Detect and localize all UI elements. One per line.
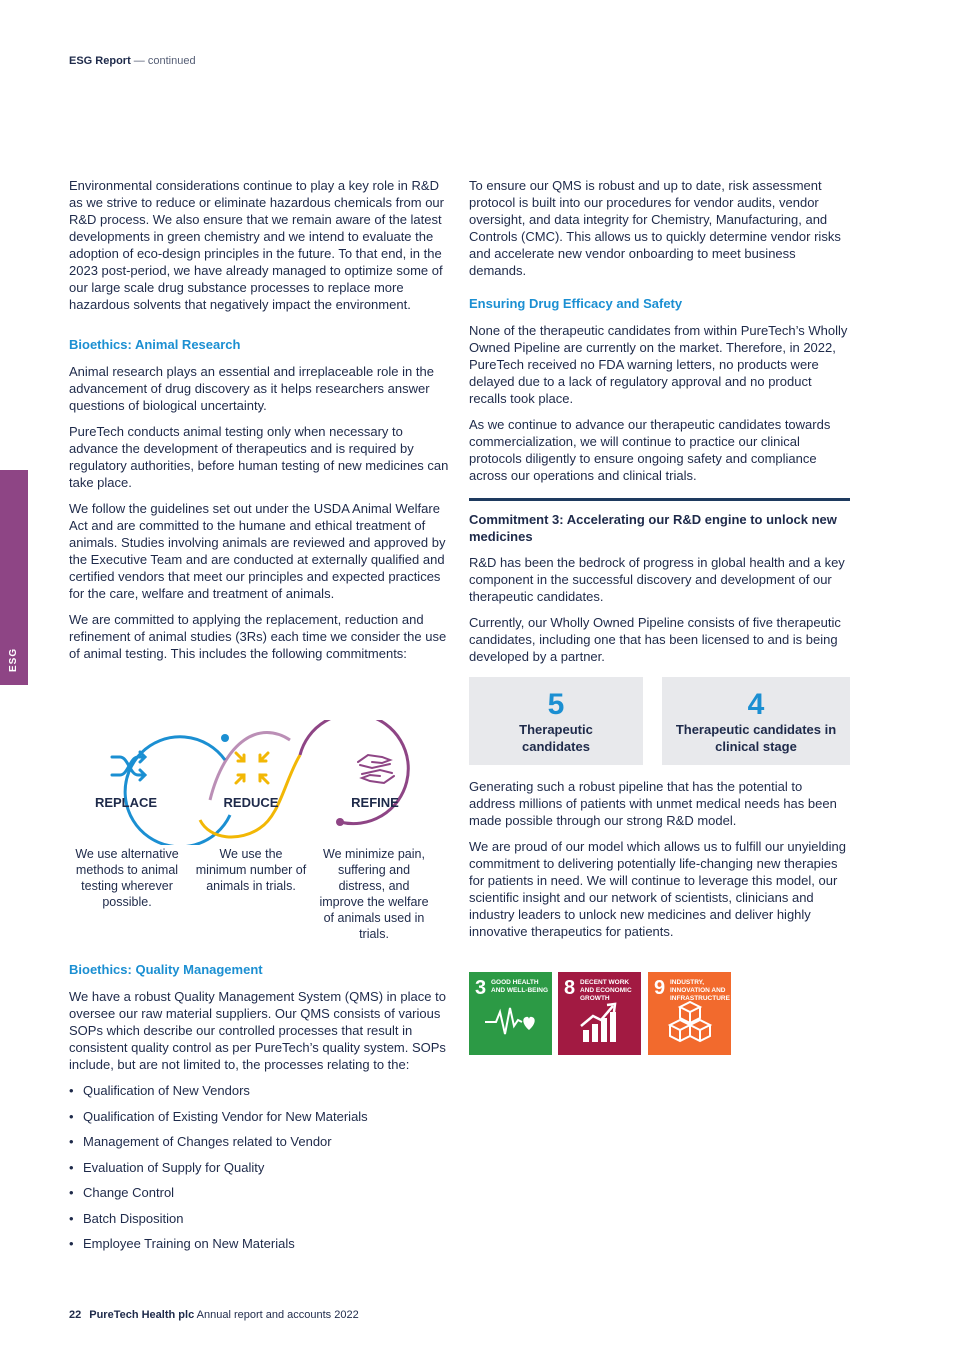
section-divider [469,498,850,501]
list-item: • Change Control [69,1184,447,1201]
sdg-number: 8 [564,977,576,999]
running-header [69,55,196,67]
reduce-connector [210,733,290,801]
sdg-number: 9 [654,977,666,999]
list-item: • Qualification of Existing Vendor for New Materials [69,1108,447,1125]
replace-description: We use alternative methods to animal testing wherever possible. [75,847,179,909]
sdg-9-tile [648,972,731,1055]
commitment-heading: Commitment 3: Accelerating our R&D engine to unlock new medicines [469,512,837,544]
list-item: • Evaluation of Supply for Quality [69,1159,447,1176]
heartbeat-icon [484,1000,539,1040]
refine-dot [336,818,344,826]
stat-value: 5 [547,688,565,721]
stat-value: 4 [747,688,765,721]
efficacy-paragraph-2: As we continue to advance our therapeutic candidates towards commercialization, we will continue to practice our clinical protocols diligently to ensure ongoing safety and compliance across our operations and clinical trials. [469,417,831,483]
page-footer [69,1309,359,1321]
list-item: • Batch Disposition [69,1210,447,1227]
replace-label: REPLACE [94,795,158,810]
replace-dot [221,734,229,742]
sdg-8-tile [558,972,641,1055]
caring-hands-icon [358,755,394,783]
reduce-description: We use the minimum number of animals in trials. [195,847,307,893]
intro-paragraph: Environmental considerations continue to play a key role in R&D as we strive to reduce or eliminate hazardous chemicals from our R&D process. We also ensure that we remain aware of the latest developments in green chemistry and we intend to evaluate the adoption of eco-design principles in the future. To that end, in the 2023 post-period, we have already managed to optimize some of our large scale drug substance processes to replace more hazardous solvents that negatively impact the environment. [69,178,444,312]
header-title: ESG Report [69,55,131,67]
side-tab-label: ESG [8,647,19,672]
refine-label: REFINE [351,795,399,810]
pipeline-paragraph-2: We are proud of our model which allows us to fulfill our unyielding commitment to delivering potentially life-changing new therapies for patients in need. We will continue to leverage this model, our scientific insight and our network of scientists, clinicians and industry leaders to unlock new medicines and deliver highly innovative therapeutics for patients. [469,839,846,939]
stat-card-candidates [469,677,643,765]
left-column [69,177,449,671]
stat-label: Therapeutic candidates [519,722,593,754]
quality-section [69,961,447,1261]
sdg-number: 3 [475,977,487,999]
animal-paragraph-2: PureTech conducts animal testing only when necessary to advance the development of therapeutics and is required by regulatory authorities, before human testing of new medicines can take place. [69,424,449,490]
list-item: • Management of Changes related to Vendor [69,1133,447,1150]
stat-label: Therapeutic candidates in clinical stage [675,722,837,754]
qms-paragraph: To ensure our QMS is robust and up to date, risk assessment protocol is built into our procedures for vendor audits, vendor oversight, and data integrity for Chemistry, Manufacturing, and Controls (CMC). This allows us to quickly determine vendor risks and accelerate new vendor onboarding to meet business demands. [469,178,841,278]
pipeline-paragraph-1: Generating such a robust pipeline that has the potential to address millions of patients with unmet medical needs has been made possible through our strong R&D model. [469,779,837,828]
list-item: • Employee Training on New Materials [69,1235,447,1252]
sdg-title: GOOD HEALTH AND WELL-BEING [491,979,549,994]
stat-card-clinical [662,677,850,765]
commitment-paragraph-2: Currently, our Wholly Owned Pipeline consists of five therapeutic candidates, including one that has been licensed to and is being developed by a partner. [469,615,841,664]
efficacy-paragraph-1: None of the therapeutic candidates from within PureTech’s Wholly Owned Pipeline are currently on the market. Therefore, in 2022, PureTech received no FDA warning letters, no products were delayed due to a lack of regulatory approval and no product recalls took place. [469,323,848,406]
sdg-title: DECENT WORK AND ECONOMIC GROWTH [580,979,632,1002]
page-number: 22 [69,1309,82,1321]
quality-paragraph: We have a robust Quality Management System (QMS) in place to oversee our raw material suppliers. Our QMS consists of various SOPs which describe our controlled processes that result in consistent quality control as per PureTech’s quality system. SOPs include, but are not limited to, the processes relating to the: [69,989,446,1072]
reduce-label: REDUCE [223,795,279,810]
three-rs-diagram [60,720,450,845]
growth-chart-icon [573,1000,628,1045]
compress-arrows-icon [236,753,268,783]
animal-paragraph-1: Animal research plays an essential and irreplaceable role in the advancement of drug discovery as it helps researchers answer questions of biological uncertainty. [69,364,434,413]
pipeline-section [469,778,851,949]
commitment-section [469,511,851,674]
company-name: PureTech Health plc [89,1309,195,1321]
cubes-icon [663,1000,718,1048]
refine-description: We minimize pain, suffering and distress, and improve the welfare of animals used in trials. [319,847,429,941]
efficacy-heading: Ensuring Drug Efficacy and Safety [469,296,683,311]
list-item: • Qualification of New Vendors [69,1082,447,1099]
animal-paragraph-3: We follow the guidelines set out under the USDA Animal Welfare Act and are committed to the humane and ethical treatment of animals. Studies involving animals are reviewed and approved by the Executive Team and are conducted at externally qualified and certified vendors that meet our principles and expected practices for the care, welfare and treatment of animals. [69,501,446,601]
quality-heading: Bioethics: Quality Management [69,962,263,977]
document-name: Annual report and accounts 2022 [196,1309,359,1321]
sdg-title: INDUSTRY, INNOVATION AND INFRASTRUCTURE [670,979,730,1002]
right-column [469,177,851,493]
animal-paragraph-4: We are committed to applying the replacement, reduction and refinement of animal studies (3Rs) each time we consider the use of animal testing. This includes the following commitments: [69,612,447,661]
commitment-paragraph-1: R&D has been the bedrock of progress in global health and a key component in the successful discovery and development of our therapeutic candidates. [469,555,845,604]
sdg-3-tile [469,972,552,1055]
sop-list [69,1082,447,1252]
header-suffix: — continued [133,55,196,67]
animal-research-heading: Bioethics: Animal Research [69,337,241,352]
